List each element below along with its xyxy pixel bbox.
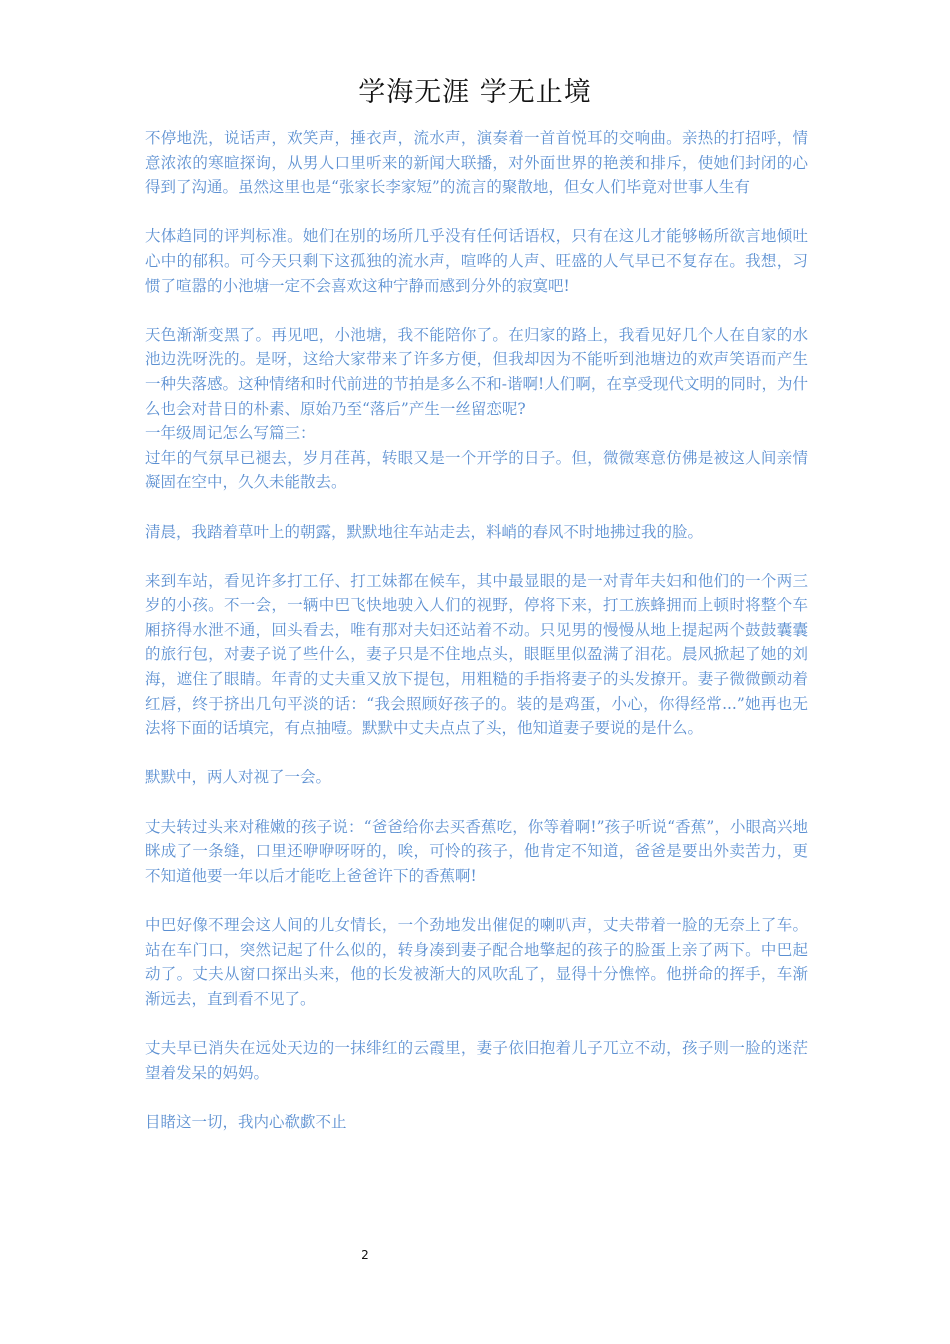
paragraph: 不停地洗，说话声，欢笑声，捶衣声，流水声，演奏着一首首悦耳的交响曲。亲热的打招呼，情意浓浓的寒暄探询，从男人口里听来的新闻大联播，对外面世界的艳羡和排斥，使她们封闭的心得到了沟通。虽然这里也是“张家长李家短”的流言的聚散地，但女人们毕竟对世事人生有 [145,129,808,197]
paragraph-gap [145,741,808,766]
paragraph: 中巴好像不理会这人间的儿女情长，一个劲地发出催促的喇叭声，丈夫带着一脸的无奈上了车。站在车门口，突然记起了什么似的，转身凑到妻子配合地擎起的孩子的脸蛋上亲了两下。中巴起动了。丈夫从窗口探出头来，他的长发被渐大的风吹乱了，显得十分憔悴。他拼命的挥手，车渐渐远去，直到看不见了。 [145,916,808,1008]
paragraph: 清晨，我踏着草叶上的朝露，默默地往车站走去，料峭的春风不时地拂过我的脸。 [145,522,704,541]
paragraph: 过年的气氛早已褪去，岁月荏苒，转眼又是一个开学的日子。但，微微寒意仿佛是被这人间亲情凝固在空中，久久未能散去。 [145,448,808,492]
paragraph-gap [145,1011,808,1036]
paragraph: 默默中，两人对视了一会。 [145,768,332,787]
paragraph-gap [145,200,808,225]
paragraph-gap [145,495,808,520]
paragraph: 目睹这一切，我内心欷歔不止 [145,1112,347,1131]
paragraph: 来到车站，看见许多打工仔、打工妹都在候车，其中最显眼的是一对青年夫妇和他们的一个两三岁的小孩。不一会，一辆中巴飞快地驶入人们的视野，停将下来，打工族蜂拥而上顿时将整个车厢挤得水泄不通，回头看去，唯有那对夫妇还站着不动。只见男的慢慢从地上提起两个鼓鼓囊囊的旅行包，对妻子说了些什么，妻子只是不住地点头，眼眶里似盈满了泪花。晨风掀起了她的刘海，遮住了眼睛。年青的丈夫重又放下提包，用粗糙的手指将妻子的头发撩开。妻子微微颤动着红唇，终于挤出几句平淡的话：“我会照顾好孩子的。装的是鸡蛋，小心，你得经常...”她再也无法将下面的话填完，有点抽噎。默默中丈夫点点了头，他知道妻子要说的是什么。 [145,571,808,738]
paragraph: 丈夫早已消失在远处天边的一抹绯红的云霞里，妻子依旧抱着儿子兀立不动，孩子则一脸的迷茫望着发呆的妈妈。 [145,1038,808,1082]
paragraph: 大体趋同的评判标准。她们在别的场所几乎没有任何话语权，只有在这儿才能够畅所欲言地倾吐心中的郁积。可今天只剩下这孤独的流水声，喧哗的人声、旺盛的人气早已不复存在。我想，习惯了喧嚣的小池塘一定不会喜欢这种宁静而感到分外的寂寞吧! [145,227,808,295]
paragraph-gap [145,888,808,913]
document-body [145,126,808,1134]
page-header-title: 学海无涯 学无止境 [358,77,592,108]
section-heading: 一年级周记怎么写篇三： [145,424,316,443]
paragraph-gap [145,544,808,569]
paragraph-gap [145,790,808,815]
paragraph-gap [145,298,808,323]
page-number: 2 [361,1248,369,1262]
paragraph: 丈夫转过头来对稚嫩的孩子说：“爸爸给你去买香蕉吃，你等着啊!”孩子听说“香蕉”，小眼高兴地眯成了一条缝，口里还咿咿呀呀的，唉，可怜的孩子，他肯定不知道，爸爸是要出外卖苦力，更不知道他要一年以后才能吃上爸爸许下的香蕉啊! [145,817,808,885]
paragraph-gap [145,1085,808,1110]
paragraph: 天色渐渐变黑了。再见吧，小池塘，我不能陪你了。在归家的路上，我看见好几个人在自家的水池边洗呀洗的。是呀，这给大家带来了许多方便，但我却因为不能听到池塘边的欢声笑语而产生一种失落感。这种情绪和时代前进的节拍是多么不和-谐啊!人们啊，在享受现代文明的同时，为什么也会对昔日的朴素、原始乃至“落后”产生一丝留恋呢? [145,325,808,418]
